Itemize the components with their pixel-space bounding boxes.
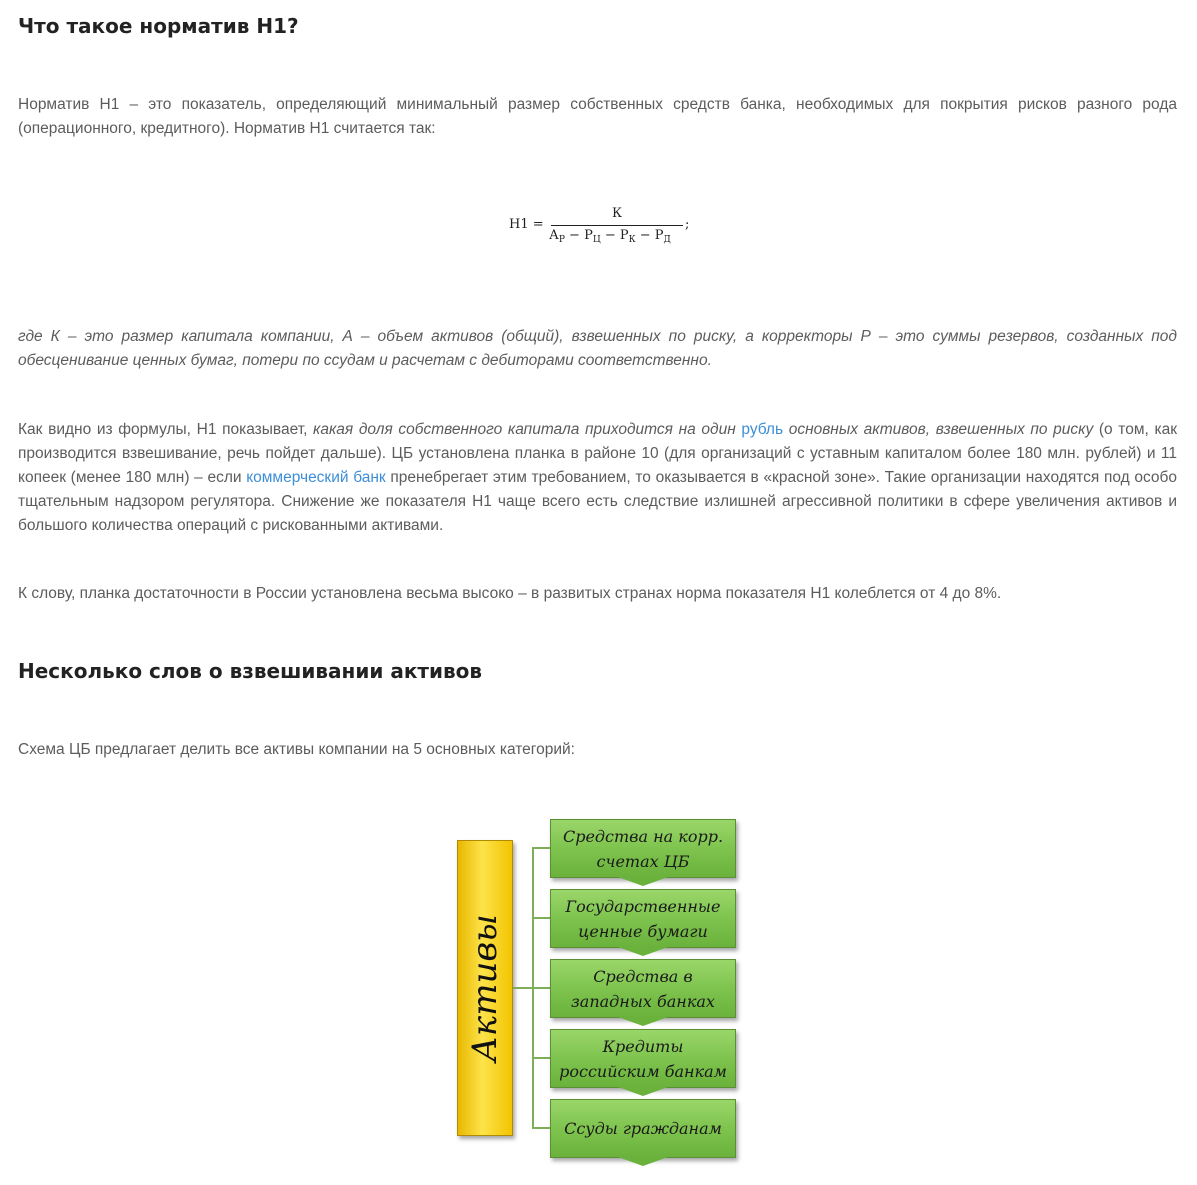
- formula-semicolon: ;: [685, 217, 690, 232]
- link-rubl[interactable]: рубль: [741, 421, 784, 438]
- asset-category-box: Государственные ценные бумаги: [550, 889, 736, 948]
- paragraph-h1-meaning: Как видно из формулы, Н1 показывает, какая доля собственного капитала приходится на один рубль основных активов, взвешенных по риску (о том, как производится взвешивание, речь пойдет дальше). ЦБ установлена планка в районе 10 (для организаций с уставным капиталом более 180 млн. рублей) и 11 копеек (менее 180 млн) – если коммерческий банк пренебрегает этим требованием, то оказывается в «красной зоне». Такие организации находятся под особо тщательным надзором регулятора. Снижение же показателя Н1 чаще всего есть следствие излишней агрессивной политики в сфере увеличения активов и большого количества операций с рискованными активами.: [18, 421, 1178, 534]
- assets-diagram: [455, 818, 740, 1168]
- asset-category-box: Средства в западных банках: [550, 959, 736, 1018]
- connector-branch: [532, 917, 551, 919]
- section-heading-h1: Что такое норматив Н1?: [18, 14, 299, 38]
- connector-branch: [532, 1127, 551, 1129]
- formula-lhs: Н1 =: [509, 217, 544, 232]
- assets-root-label: Активы: [465, 914, 505, 1062]
- formula-explanation: где К – это размер капитала компании, А – объем активов (общий), взвешенных по риску, а корректоры Р – это суммы резервов, созданных под обесценивание ценных бумаг, потери по ссудам и расчетам с дебиторами соответственно.: [18, 328, 1177, 369]
- intro-paragraph: Норматив Н1 – это показатель, определяющий минимальный размер собственных средств банка, необходимых для покрытия рисков разного рода (операционного, кредитного). Норматив Н1 считается так:: [18, 96, 1177, 137]
- connector-branch: [532, 987, 551, 989]
- asset-category-box: Ссуды гражданам: [550, 1099, 736, 1158]
- weighting-intro: Схема ЦБ предлагает делить все активы компании на 5 основных категорий:: [18, 741, 575, 758]
- asset-category-box: Кредиты российским банкам: [550, 1029, 736, 1088]
- asset-category-box: Средства на корр. счетах ЦБ: [550, 819, 736, 878]
- connector-branch: [532, 1057, 551, 1059]
- section-heading-weighting: Несколько слов о взвешивании активов: [18, 659, 483, 683]
- connector-root: [513, 987, 533, 989]
- formula-denominator: $А_Р - Р_Ц - Р_К - Р_Д$: [549, 228, 671, 245]
- connector-branch: [532, 847, 551, 849]
- formula-fraction-bar: [551, 225, 683, 226]
- formula-numerator: К: [611, 206, 623, 221]
- link-commercial-bank[interactable]: коммерческий банк: [246, 469, 386, 486]
- formula-h1: [509, 206, 699, 250]
- assets-root-block: [457, 840, 513, 1136]
- paragraph-norm-comparison: К слову, планка достаточности в России установлена весьма высоко – в развитых странах норма показателя Н1 колеблется от 4 до 8%.: [18, 585, 1002, 602]
